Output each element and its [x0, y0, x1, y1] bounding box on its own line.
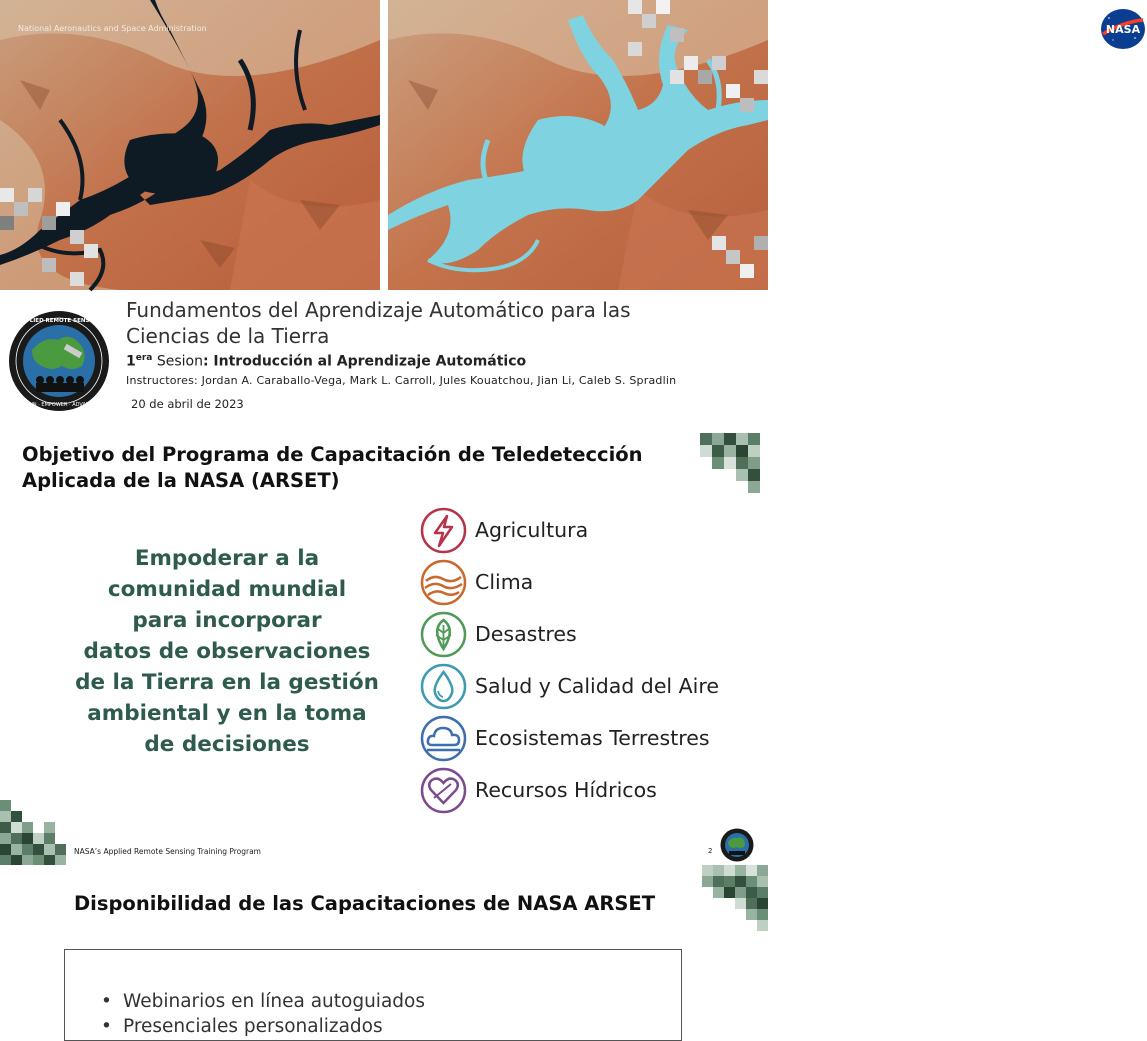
area-label: Clima [475, 570, 534, 594]
nasa-logo-icon [1099, 8, 1147, 50]
course-title-line2: Ciencias de la Tierra [126, 324, 330, 348]
availability-title: Disponibilidad de las Capacitaciones de NASA ARSET [74, 892, 656, 915]
area-disasters [420, 611, 760, 663]
nasa-logo-text: NASA [1105, 23, 1141, 36]
objective-slide [0, 425, 768, 865]
svg-text:TRAIN · EMPOWER · ADVANCE: TRAIN · EMPOWER · ADVANCE [21, 402, 97, 408]
area-water-resources [420, 767, 760, 819]
bullet-dot-icon: • [101, 991, 112, 1012]
lake-powell-satellite-image-classified [388, 0, 1141, 290]
mission-line: datos de observaciones [83, 639, 371, 664]
mission-line: comunidad mundial [107, 577, 347, 602]
instructors-line: Instructores: Jordan A. Caraballo-Vega, Mark L. Carroll, Jules Kouatchou, Jian Li, Caleb S. Spradlin [126, 374, 677, 387]
heart-icon [420, 767, 467, 814]
session-topic: : Introducción al Aprendizaje Automático [202, 353, 527, 370]
course-title [126, 297, 746, 349]
bullet-item [101, 991, 425, 1012]
svg-text:APPLIED REMOTE SENSING: APPLIED REMOTE SENSING [17, 318, 101, 324]
availability-slide [0, 865, 768, 1037]
area-agriculture [420, 507, 760, 559]
area-label: Salud y Calidad del Aire [475, 674, 719, 698]
area-health-air-quality [420, 663, 760, 715]
pixel-decoration-top-right-2 [702, 865, 768, 935]
mission-line: para incorporar [132, 608, 322, 633]
mission-statement [62, 543, 392, 760]
cloud-icon [420, 715, 467, 762]
leaf-icon [420, 611, 467, 658]
bullet-dot-icon: • [101, 1016, 112, 1037]
area-label: Ecosistemas Terrestres [475, 726, 710, 750]
bullet-text: Webinarios en línea autoguiados [123, 991, 425, 1012]
image-credit: National Aeronautics and Space Administration [18, 24, 207, 33]
area-label: Desastres [475, 622, 577, 646]
area-label: Agricultura [475, 518, 589, 542]
bullet-text: Presenciales personalizados [123, 1016, 383, 1037]
mission-line: de decisiones [144, 732, 310, 757]
footer-program-name: NASA’s Applied Remote Sensing Training Program [74, 847, 261, 856]
area-terrestrial-ecosystems [420, 715, 760, 767]
arset-mini-badge-icon [720, 828, 754, 862]
pixel-decoration-bottom-left [0, 800, 66, 865]
area-climate [420, 559, 760, 611]
session-number: 1 [126, 353, 136, 370]
mission-line: Empoderar a la [134, 546, 320, 571]
session-date: 20 de abril de 2023 [131, 397, 244, 411]
climate-waves-icon [420, 559, 467, 606]
arset-badge-icon [8, 310, 110, 412]
objective-title: Objetivo del Programa de Capacitación de Teledetección Aplicada de la NASA (ARSET) [22, 443, 643, 492]
bullet-item [101, 1016, 383, 1037]
session-title [126, 353, 526, 370]
water-drop-icon [420, 663, 467, 710]
area-label: Recursos Hídricos [475, 778, 657, 802]
pixel-decoration-top-right [700, 433, 768, 495]
session-word: Sesion [152, 353, 203, 370]
page-number: 2 [708, 847, 713, 855]
mission-line: ambiental y en la toma [87, 701, 367, 726]
lightning-icon [420, 507, 467, 554]
course-title-line1: Fundamentos del Aprendizaje Automático para las [126, 298, 631, 322]
availability-box [64, 949, 682, 1041]
application-areas-list [420, 507, 760, 819]
lake-powell-satellite-image-dark [0, 0, 380, 290]
session-superscript: era [135, 353, 153, 363]
mission-line: de la Tierra en la gestión [75, 670, 379, 695]
title-slide [0, 0, 1141, 425]
